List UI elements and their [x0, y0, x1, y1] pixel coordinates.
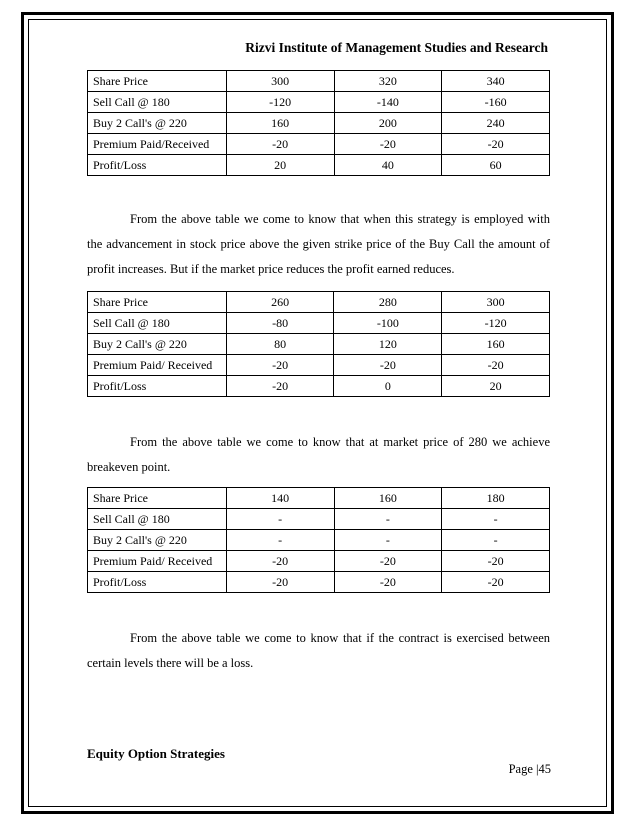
- row-label-cell: Share Price: [88, 71, 227, 92]
- table-row: [88, 155, 550, 176]
- row-label-cell: Profit/Loss: [88, 572, 227, 593]
- value-cell: 120: [334, 334, 442, 355]
- row-label-cell: Premium Paid/ Received: [88, 551, 227, 572]
- value-cell: -160: [442, 92, 550, 113]
- value-cell: 160: [442, 334, 550, 355]
- table-row: [88, 355, 550, 376]
- table-row: [88, 71, 550, 92]
- value-cell: 60: [442, 155, 550, 176]
- page-number: Page |45: [508, 762, 551, 776]
- row-label-cell: Profit/Loss: [88, 155, 227, 176]
- page-header: Rizvi Institute of Management Studies and Research: [245, 40, 548, 55]
- value-cell: -20: [442, 572, 550, 593]
- value-cell: 200: [334, 113, 442, 134]
- value-cell: -20: [334, 355, 442, 376]
- value-cell: -20: [226, 134, 334, 155]
- value-cell: 160: [226, 113, 334, 134]
- value-cell: -120: [442, 313, 550, 334]
- value-cell: 140: [226, 488, 334, 509]
- value-cell: 0: [334, 376, 442, 397]
- value-cell: 40: [334, 155, 442, 176]
- table-row: [88, 572, 550, 593]
- value-cell: -20: [334, 551, 442, 572]
- table-row: [88, 92, 550, 113]
- row-label-cell: Profit/Loss: [88, 376, 227, 397]
- value-cell: -20: [226, 551, 334, 572]
- row-label-cell: Sell Call @ 180: [88, 313, 227, 334]
- value-cell: -20: [226, 572, 334, 593]
- value-cell: 300: [442, 292, 550, 313]
- value-cell: -20: [442, 355, 550, 376]
- row-label-cell: Buy 2 Call's @ 220: [88, 530, 227, 551]
- value-cell: 160: [334, 488, 442, 509]
- value-cell: -20: [442, 551, 550, 572]
- value-cell: -120: [226, 92, 334, 113]
- value-cell: -20: [226, 376, 334, 397]
- value-cell: 180: [442, 488, 550, 509]
- row-label-cell: Premium Paid/ Received: [88, 355, 227, 376]
- value-cell: 300: [226, 71, 334, 92]
- paragraph-1: From the above table we come to know that when this strategy is employed with the advancement in stock price above the given strike price of the Buy Call the amount of profit increases. But if the market price reduces the profit earned reduces.: [87, 212, 550, 276]
- table-row: [88, 488, 550, 509]
- table-row: [88, 134, 550, 155]
- table-row: [88, 113, 550, 134]
- value-cell: -20: [334, 572, 442, 593]
- row-label-cell: Buy 2 Call's @ 220: [88, 334, 227, 355]
- payoff-table-2: [87, 291, 550, 397]
- row-label-cell: Premium Paid/Received: [88, 134, 227, 155]
- value-cell: 340: [442, 71, 550, 92]
- table-row: [88, 551, 550, 572]
- value-cell: -: [226, 509, 334, 530]
- value-cell: -: [226, 530, 334, 551]
- value-cell: -80: [226, 313, 334, 334]
- table-row: [88, 509, 550, 530]
- value-cell: -100: [334, 313, 442, 334]
- row-label-cell: Buy 2 Call's @ 220: [88, 113, 227, 134]
- value-cell: 260: [226, 292, 334, 313]
- payoff-table-1: [87, 70, 550, 176]
- row-label-cell: Sell Call @ 180: [88, 92, 227, 113]
- value-cell: 280: [334, 292, 442, 313]
- value-cell: 240: [442, 113, 550, 134]
- value-cell: -140: [334, 92, 442, 113]
- value-cell: 320: [334, 71, 442, 92]
- table-row: [88, 334, 550, 355]
- value-cell: -: [334, 509, 442, 530]
- table-row: [88, 313, 550, 334]
- value-cell: -20: [442, 134, 550, 155]
- row-label-cell: Share Price: [88, 488, 227, 509]
- paragraph-3: From the above table we come to know that if the contract is exercised between certain levels there will be a loss.: [87, 631, 550, 670]
- value-cell: -: [442, 509, 550, 530]
- table-row: [88, 292, 550, 313]
- footer-title: Equity Option Strategies: [87, 746, 225, 761]
- table-row: [88, 530, 550, 551]
- table-row: [88, 376, 550, 397]
- payoff-table-3: [87, 487, 550, 593]
- value-cell: 20: [442, 376, 550, 397]
- row-label-cell: Share Price: [88, 292, 227, 313]
- value-cell: -: [334, 530, 442, 551]
- value-cell: 20: [226, 155, 334, 176]
- paragraph-2: From the above table we come to know that at market price of 280 we achieve breakeven point.: [87, 435, 550, 474]
- value-cell: -20: [226, 355, 334, 376]
- value-cell: -20: [334, 134, 442, 155]
- value-cell: -: [442, 530, 550, 551]
- value-cell: 80: [226, 334, 334, 355]
- row-label-cell: Sell Call @ 180: [88, 509, 227, 530]
